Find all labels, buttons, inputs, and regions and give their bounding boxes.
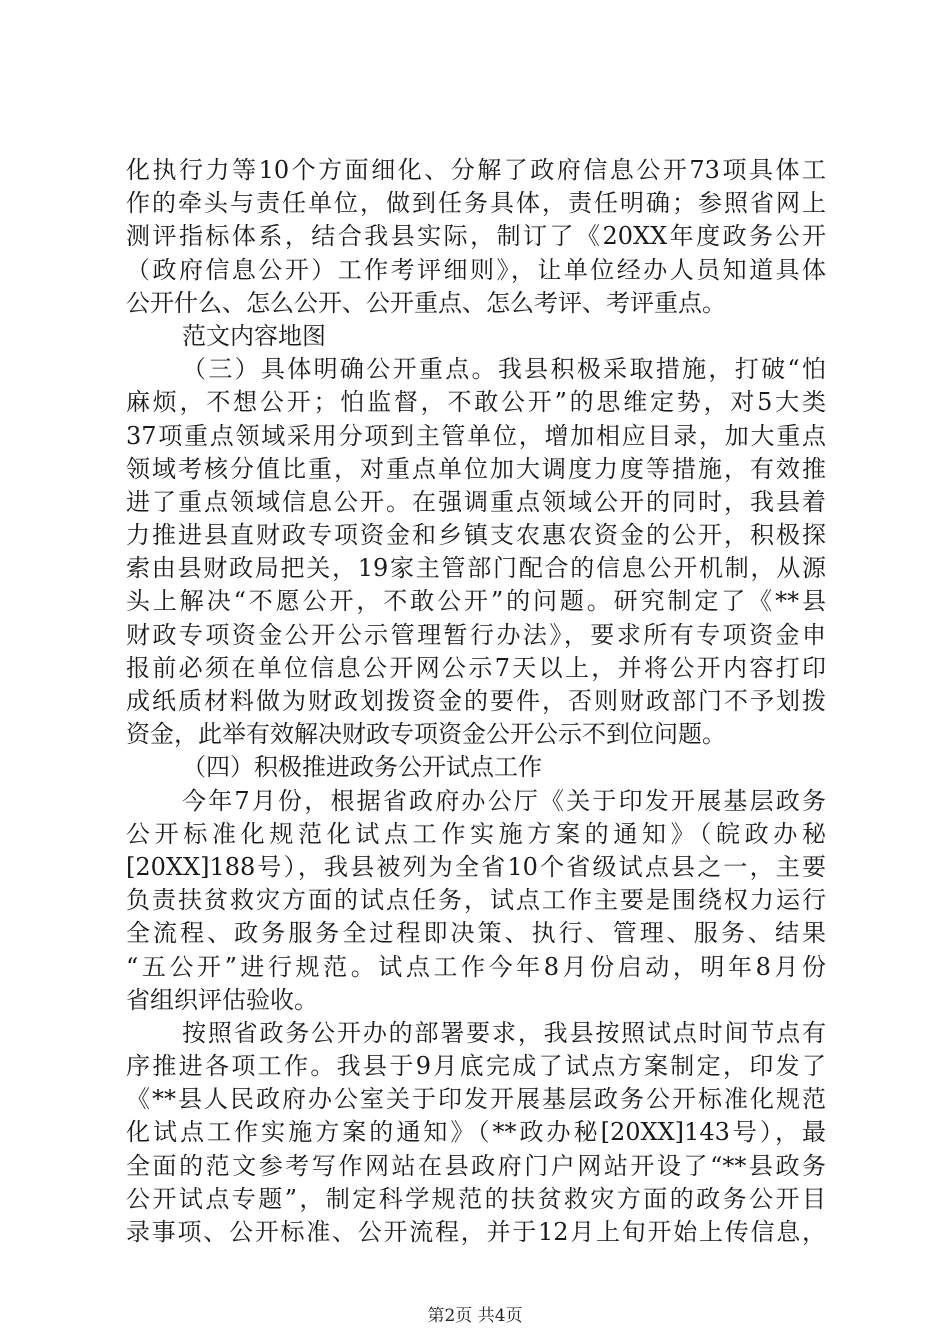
text-line: 省组织评估验收。 bbox=[126, 985, 318, 1014]
text-line: 成纸质材料做为财政划拨资金的要件，否则财政部门不予划拨 bbox=[126, 687, 826, 715]
text-line: 今年7月份，根据省政府办公厅《关于印发开展基层政务 bbox=[182, 786, 826, 815]
text-line: 力推进县直财政专项资金和乡镇支农惠农资金的公开，积极探 bbox=[126, 521, 826, 550]
text-line: 财政专项资金公开公示管理暂行办法》，要求所有专项资金申 bbox=[126, 620, 826, 649]
text-line: 录事项、公开标准、公开流程，并于12月上旬开始上传信息， bbox=[126, 1218, 826, 1246]
text-line: 按照省政务公开办的部署要求，我县按照试点时间节点有 bbox=[182, 1018, 826, 1047]
text-line: 索由县财政局把关，19家主管部门配合的信息公开机制，从源 bbox=[126, 554, 826, 583]
body-text bbox=[126, 154, 826, 1249]
text-line: 化执行力等10个方面细化、分解了政府信息公开73项具体工 bbox=[126, 156, 826, 184]
text-line: 麻烦，不想公开；怕监督，不敢公开”的思维定势，对5大类 bbox=[126, 388, 826, 417]
text-line: 测评指标体系，结合我县实际，制订了《20XX年度政务公开 bbox=[126, 222, 826, 251]
text-line: （四）积极推进政务公开试点工作 bbox=[182, 753, 542, 782]
text-line: （三）具体明确公开重点。我县积极采取措施，打破“怕 bbox=[182, 355, 826, 384]
text-line: 领域考核分值比重，对重点单位加大调度力度等措施，有效推 bbox=[126, 454, 826, 483]
text-line: 进了重点领域信息公开。在强调重点领域公开的同时，我县着 bbox=[126, 487, 826, 516]
text-line: 报前必须在单位信息公开网公示7天以上，并将公开内容打印 bbox=[126, 653, 826, 682]
page-footer: 第2页 共4页 bbox=[427, 1306, 523, 1326]
text-line: 公开试点专题”，制定科学规范的扶贫救灾方面的政务公开目 bbox=[126, 1184, 826, 1213]
text-line: 《**县人民政府办公室关于印发开展基层政务公开标准化规范 bbox=[126, 1085, 826, 1114]
text-line: 序推进各项工作。我县于9月底完成了试点方案制定，印发了 bbox=[126, 1052, 826, 1081]
text-line: 作的牵头与责任单位，做到任务具体，责任明确；参照省网上 bbox=[126, 189, 826, 218]
text-line: 公开什么、怎么公开、公开重点、怎么考评、考评重点。 bbox=[126, 288, 726, 317]
text-line: 37项重点领域采用分项到主管单位，增加相应目录，加大重点 bbox=[126, 421, 826, 450]
text-line: 范文内容地图 bbox=[182, 321, 326, 350]
text-line: 资金，此举有效解决财政专项资金公开公示不到位问题。 bbox=[126, 720, 726, 749]
text-line: 负责扶贫救灾方面的试点任务，试点工作主要是围绕权力运行 bbox=[126, 886, 826, 915]
text-line: 全面的范文参考写作网站在县政府门户网站开设了“**县政务 bbox=[126, 1151, 826, 1180]
text-line: 化试点工作实施方案的通知》（**政办秘[20XX]143号），最 bbox=[126, 1118, 826, 1147]
text-line: [20XX]188号），我县被列为全省10个省级试点县之一，主要 bbox=[126, 852, 826, 881]
text-line: 全流程、政务服务全过程即决策、执行、管理、服务、结果 bbox=[126, 919, 826, 948]
text-line: 公开标准化规范化试点工作实施方案的通知》（皖政办秘 bbox=[126, 819, 826, 848]
text-line: “五公开”进行规范。试点工作今年8月份启动，明年8月份 bbox=[126, 952, 826, 981]
text-line: （政府信息公开）工作考评细则》，让单位经办人员知道具体 bbox=[126, 255, 826, 284]
text-line: 头上解决“不愿公开，不敢公开”的问题。研究制定了《**县 bbox=[126, 587, 826, 616]
